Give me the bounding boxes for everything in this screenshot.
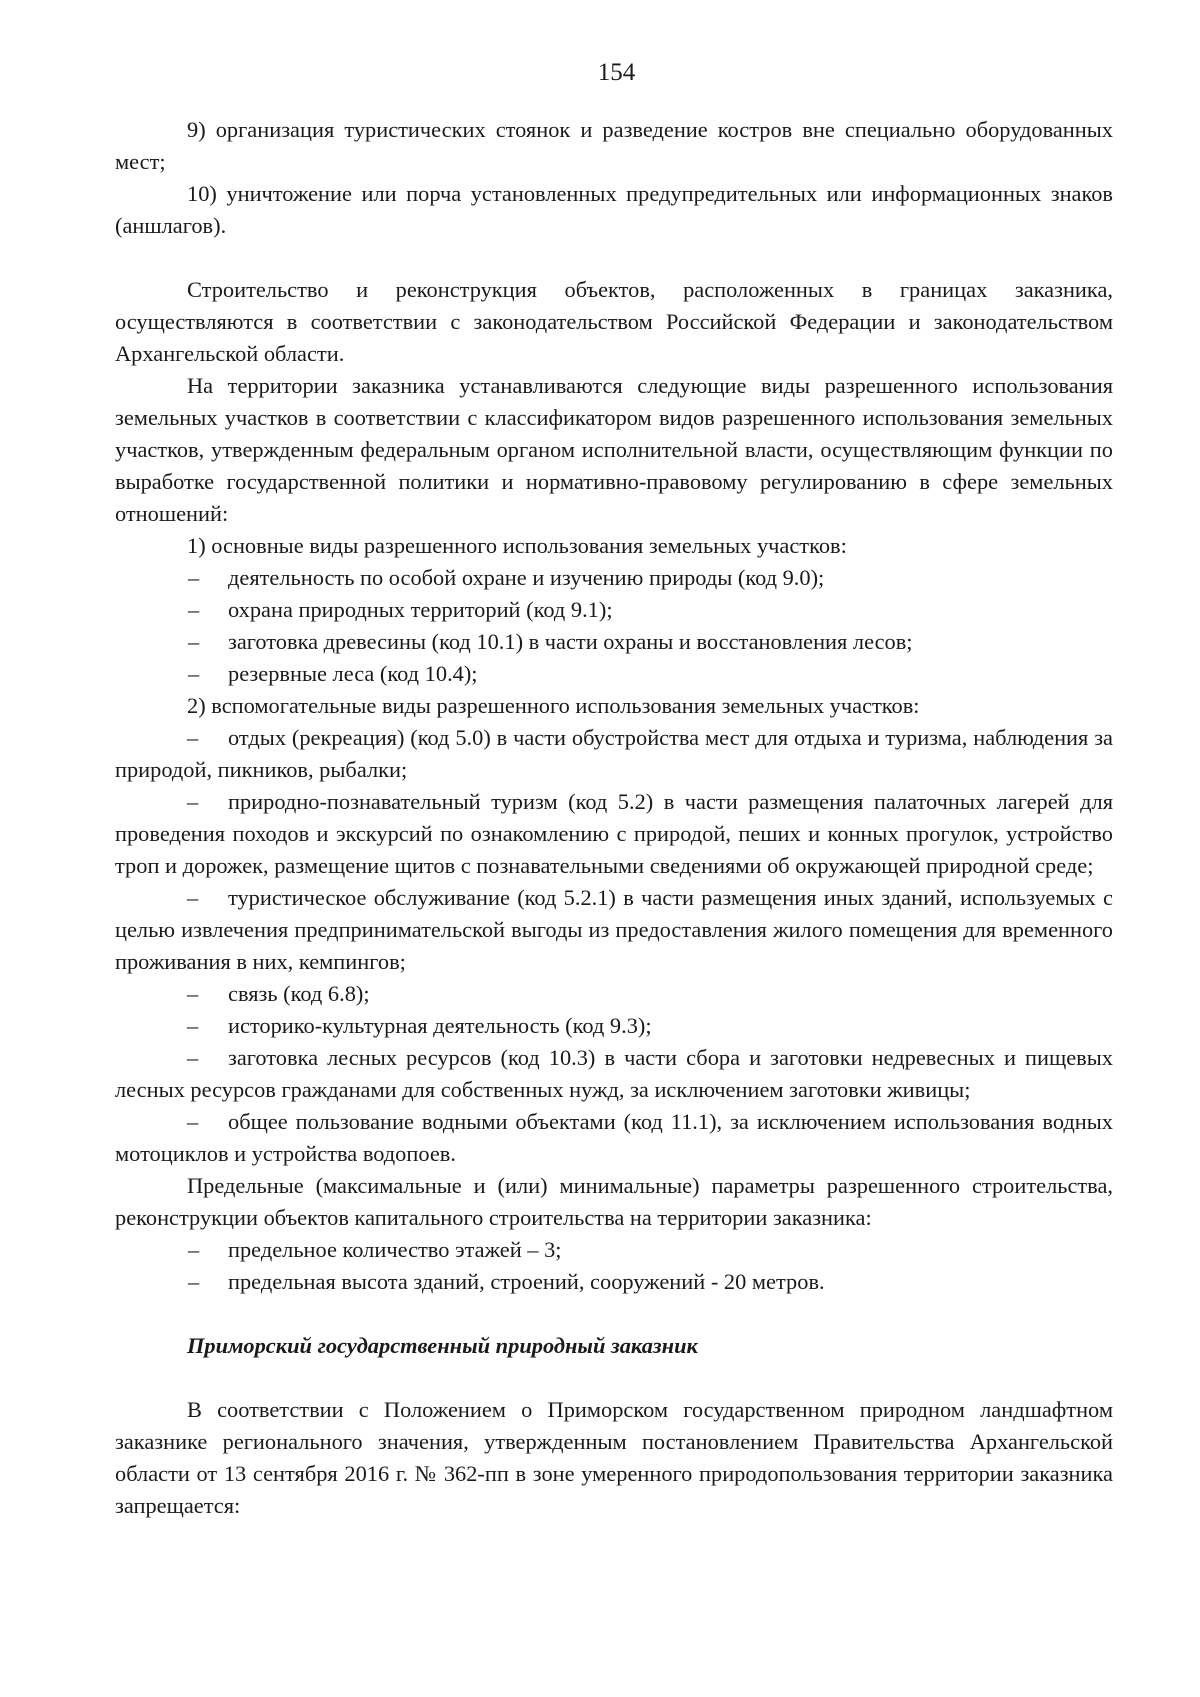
dash-marker: – [187, 789, 199, 814]
list-item [115, 1234, 1113, 1266]
list-item [115, 658, 1113, 690]
paragraph-gap [115, 1298, 1113, 1330]
list-item [115, 722, 1113, 786]
paragraph-item-10: 10) уничтожение или порча установленных предупредительных или информационных знаков (аншлагов). [115, 181, 1113, 238]
section-heading: Приморский государственный природный заказник [187, 1333, 698, 1358]
dash-marker: – [188, 1269, 200, 1294]
list-item [115, 626, 1113, 658]
list-item [115, 786, 1113, 882]
document-body [115, 114, 1113, 1522]
dash-marker: – [187, 981, 199, 1006]
dash-marker: – [187, 1045, 199, 1070]
paragraph-section-text: В соответствии с Положением о Приморском государственном природном ландшафтном заказнике регионального значения, утвержденным постановлением Правительства Архангельской области от 13 сентября 2016 г. № 362-пп в зоне умеренного природопользования территории заказника запрещается: [115, 1397, 1113, 1518]
dash-marker: – [187, 1013, 199, 1038]
paragraph-gap [115, 242, 1113, 274]
dash-marker: – [188, 597, 200, 622]
list-item [115, 1266, 1113, 1298]
paragraph-land-use-intro: На территории заказника устанавливаются следующие виды разрешенного использования земельных участков в соответствии с классификатором видов разрешенного использования земельных участков, утвержденным федеральным органом исполнительной власти, осуществляющим функции по выработке государственной политики и нормативно-правовому регулированию в сфере земельных отношений: [115, 373, 1113, 526]
list-item [115, 1042, 1113, 1106]
list-item-text: деятельность по особой охране и изучению природы (код 9.0); [228, 565, 825, 590]
list-item-text: заготовка лесных ресурсов (код 10.3) в части сбора и заготовки недревесных и пищевых лесных ресурсов гражданами для собственных нужд, за исключением заготовки живицы; [115, 1045, 1113, 1102]
aux-types-title: 2) вспомогательные виды разрешенного использования земельных участков: [187, 693, 920, 718]
list-item-text: природно-познавательный туризм (код 5.2) в части размещения палаточных лагерей для проведения походов и экскурсий по ознакомлению с природой, пеших и конных прогулок, устройство троп и дорожек, размещение щитов с познавательными сведениями об окружающей природной среде; [115, 789, 1113, 878]
paragraph-construction: Строительство и реконструкция объектов, расположенных в границах заказника, осуществляются в соответствии с законодательством Российской Федерации и законодательством Архангельской области. [115, 277, 1113, 366]
dash-marker: – [188, 565, 200, 590]
list-item-text: общее пользование водными объектами (код 11.1), за исключением использования водных мотоциклов и устройства водопоев. [115, 1109, 1113, 1166]
list-item-text: отдых (рекреация) (код 5.0) в части обустройства мест для отдыха и туризма, наблюдения за природой, пикников, рыбалки; [115, 725, 1113, 782]
page-number: 154 [597, 59, 636, 86]
list-item [115, 594, 1113, 626]
dash-marker: – [188, 661, 200, 686]
paragraph-item-9: 9) организация туристических стоянок и разведение костров вне специально оборудованных мест; [115, 117, 1113, 174]
dash-marker: – [187, 725, 199, 750]
list-item [115, 882, 1113, 978]
dash-marker: – [187, 885, 199, 910]
dash-marker: – [187, 1109, 199, 1134]
list-item-text: историко-культурная деятельность (код 9.3); [228, 1013, 652, 1038]
list-item-text: предельное количество этажей – 3; [228, 1237, 562, 1262]
list-item-text: связь (код 6.8); [228, 981, 370, 1006]
list-item-text: заготовка древесины (код 10.1) в части охраны и восстановления лесов; [228, 629, 913, 654]
list-item-text: туристическое обслуживание (код 5.2.1) в части размещения иных зданий, используемых с целью извлечения предпринимательской выгоды из предоставления жилого помещения для временного проживания в них, кемпингов; [115, 885, 1113, 974]
list-item-text: резервные леса (код 10.4); [228, 661, 478, 686]
paragraph-gap [115, 1362, 1113, 1394]
list-item-text: охрана природных территорий (код 9.1); [228, 597, 613, 622]
list-item [115, 978, 1113, 1010]
list-item [115, 1106, 1113, 1170]
list-item-text: предельная высота зданий, строений, сооружений - 20 метров. [228, 1269, 825, 1294]
list-item [115, 562, 1113, 594]
paragraph-limits-intro: Предельные (максимальные и (или) минимальные) параметры разрешенного строительства, реконструкции объектов капитального строительства на территории заказника: [115, 1173, 1113, 1230]
dash-marker: – [188, 629, 200, 654]
main-types-title: 1) основные виды разрешенного использования земельных участков: [187, 533, 847, 558]
dash-marker: – [188, 1237, 200, 1262]
list-item [115, 1010, 1113, 1042]
